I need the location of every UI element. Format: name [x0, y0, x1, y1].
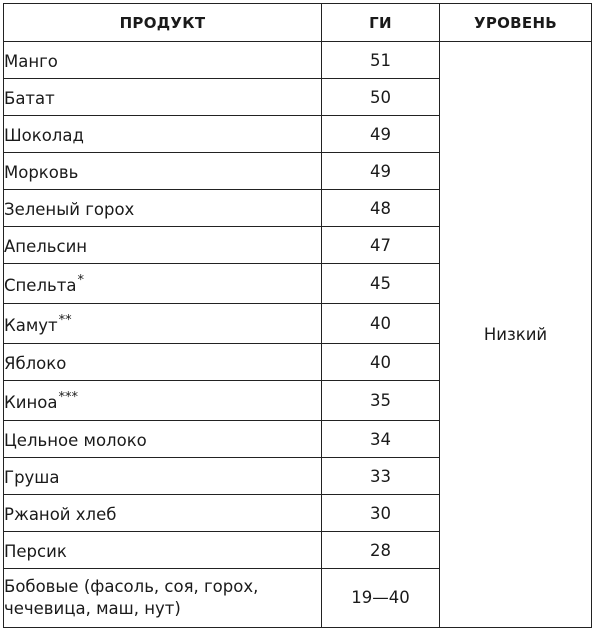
product-name: Камут	[4, 315, 58, 335]
gi-cell: 48	[322, 190, 440, 227]
footnote-mark: *	[77, 272, 84, 288]
table-row	[4, 42, 592, 79]
header-level: УРОВЕНЬ	[440, 4, 592, 42]
product-name: Цельное молоко	[4, 431, 147, 450]
product-cell	[4, 495, 322, 532]
product-cell	[4, 458, 322, 495]
gi-cell: 40	[322, 344, 440, 381]
gi-cell: 28	[322, 532, 440, 569]
product-name: Ржаной хлеб	[4, 505, 117, 524]
product-name-line2: чечевица, маш, нут)	[4, 599, 181, 618]
product-cell	[4, 381, 322, 421]
level-cell: Низкий	[440, 42, 592, 628]
product-cell	[4, 153, 322, 190]
gi-cell: 35	[322, 381, 440, 421]
product-cell	[4, 421, 322, 458]
gi-cell: 40	[322, 304, 440, 344]
product-name: Апельсин	[4, 237, 88, 256]
gi-cell: 45	[322, 264, 440, 304]
gi-cell: 49	[322, 153, 440, 190]
product-name: Морковь	[4, 163, 79, 182]
gi-cell: 47	[322, 227, 440, 264]
product-name: Груша	[4, 468, 60, 487]
product-cell	[4, 569, 322, 628]
product-name: Спельта	[4, 275, 77, 295]
product-cell	[4, 116, 322, 153]
product-cell	[4, 190, 322, 227]
product-cell	[4, 264, 322, 304]
header-gi: ГИ	[322, 4, 440, 42]
gi-cell: 30	[322, 495, 440, 532]
header-product: ПРОДУКТ	[4, 4, 322, 42]
product-name: Киноа	[4, 392, 58, 412]
gi-cell: 34	[322, 421, 440, 458]
gi-table	[3, 3, 592, 628]
product-name: Батат	[4, 89, 55, 108]
footnote-mark: **	[58, 312, 72, 328]
product-cell	[4, 344, 322, 381]
product-cell	[4, 79, 322, 116]
header-row	[4, 4, 592, 42]
product-name: Шоколад	[4, 126, 84, 145]
product-name: Персик	[4, 542, 67, 561]
gi-cell: 19—40	[322, 569, 440, 628]
gi-cell: 33	[322, 458, 440, 495]
gi-cell: 51	[322, 42, 440, 79]
product-name: Яблоко	[4, 354, 67, 373]
product-name: Зеленый горох	[4, 200, 135, 219]
product-cell	[4, 42, 322, 79]
product-cell	[4, 532, 322, 569]
product-cell	[4, 227, 322, 264]
footnote-mark: ***	[58, 389, 78, 405]
product-name: Манго	[4, 52, 58, 71]
gi-cell: 50	[322, 79, 440, 116]
product-name-line1: Бобовые (фасоль, соя, горох,	[4, 577, 259, 596]
gi-cell: 49	[322, 116, 440, 153]
product-cell	[4, 304, 322, 344]
